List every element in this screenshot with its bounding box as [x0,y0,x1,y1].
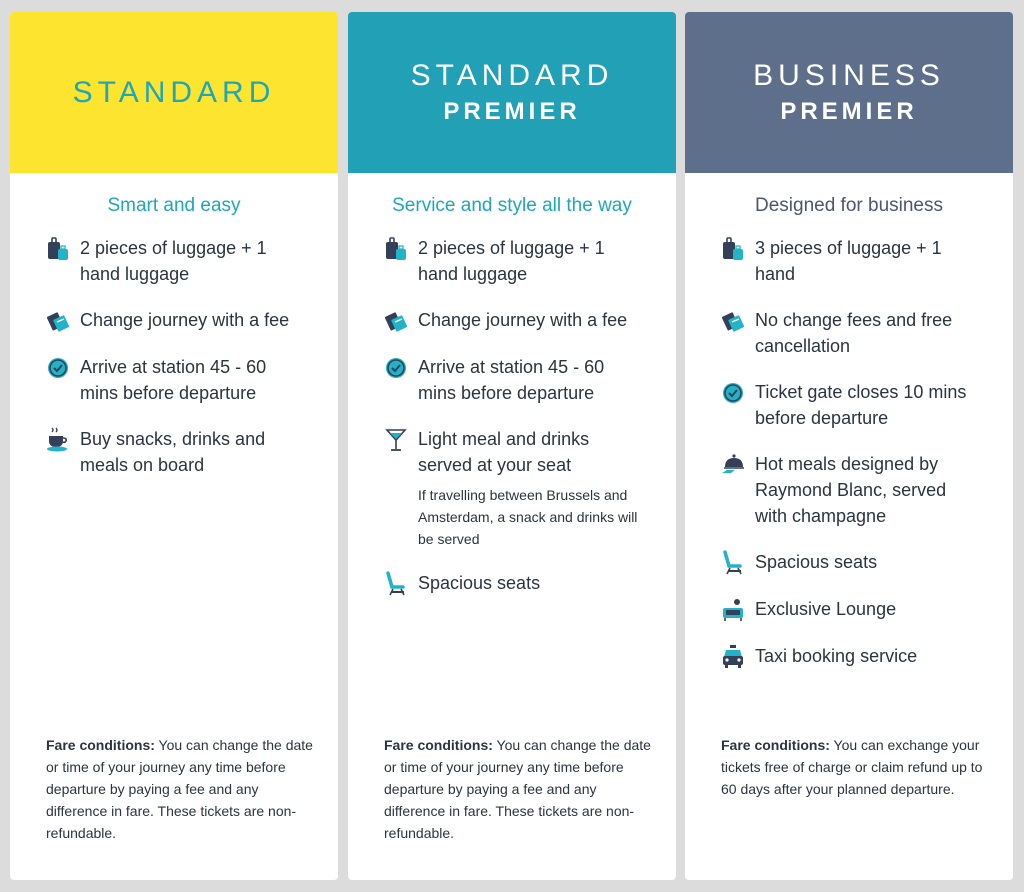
clock-icon [721,380,745,406]
card-title: STANDARD [72,76,276,109]
card-header [348,12,676,173]
feature-item [46,307,308,334]
feature-item [384,570,646,597]
feature-text: Change journey with a fee [418,310,628,330]
lounge-sofa-icon [721,597,745,623]
card-title: STANDARD [410,59,614,92]
taxi-icon [721,644,745,670]
feature-text: No change fees and free cancellation [755,310,953,356]
feature-text: 2 pieces of luggage + 1 hand luggage [418,238,605,284]
feature-item [384,354,646,406]
feature-text: Exclusive Lounge [755,599,897,619]
feature-text: Hot meals designed by Raymond Blanc, served with champagne [755,454,947,526]
fare-conditions-text: You can change the date or time of your journey any time before departure by paying a fee and any difference in fare. These tickets are non- refundable. [46,737,313,841]
feature-text: Buy snacks, drinks and meals on board [80,429,266,475]
feature-item [721,451,983,529]
fare-conditions [721,734,989,800]
feature-text: Spacious seats [418,573,541,593]
luggage-icon [721,236,745,262]
seat-icon [721,550,745,576]
fare-conditions-label: Fare conditions: [46,737,155,753]
feature-text: Arrive at station 45 - 60 mins before departure [418,357,605,403]
ticket-icon [384,308,408,334]
feature-text: Change journey with a fee [80,310,290,330]
feature-item [46,354,308,406]
feature-text: Ticket gate closes 10 mins before departure [755,382,967,428]
feature-item [384,235,646,287]
standard-card [10,12,338,880]
feature-item [384,426,646,550]
feature-item [46,426,308,478]
feature-list [10,235,338,478]
ticket-icon [721,308,745,334]
coffee-cup-icon [46,427,70,453]
feature-item [721,643,983,670]
card-header [685,12,1013,173]
seat-icon [384,571,408,597]
card-tagline: Smart and easy [107,195,241,216]
feature-text: 2 pieces of luggage + 1 hand luggage [80,238,267,284]
card-subtitle: PREMIER [780,98,918,125]
feature-item [721,596,983,623]
card-title: BUSINESS [753,59,945,92]
feature-item [721,307,983,359]
feature-item [721,549,983,576]
cloche-icon [721,452,745,478]
fare-conditions-label: Fare conditions: [721,737,830,753]
feature-text [418,426,646,550]
clock-icon [384,355,408,381]
luggage-icon [46,236,70,262]
fare-conditions-text: You can change the date or time of your journey any time before departure by paying a fee and any difference in fare. These tickets are non- refundable. [384,737,651,841]
feature-text: Taxi booking service [755,646,918,666]
fare-conditions-label: Fare conditions: [384,737,493,753]
ticket-icon [46,308,70,334]
feature-text: Spacious seats [755,552,878,572]
card-tagline: Designed for business [755,195,943,216]
fare-conditions [46,734,314,844]
fare-conditions-text: You can exchange your tickets free of charge or claim refund up to 60 days after your planned departure. [721,737,983,797]
fare-conditions [384,734,652,844]
feature-item [384,307,646,334]
feature-text: Arrive at station 45 - 60 mins before departure [80,357,267,403]
feature-main-text: Light meal and drinks served at your seat [418,429,590,475]
feature-list [348,235,676,597]
business-premier-card [685,12,1013,880]
feature-item [721,379,983,431]
clock-icon [46,355,70,381]
feature-item [46,235,308,287]
feature-list [685,235,1013,670]
feature-note: If travelling between Brussels and Amsterdam, a snack and drinks will be served [418,487,638,547]
card-header [10,12,338,173]
feature-item [721,235,983,287]
standard-premier-card [348,12,676,880]
feature-text: 3 pieces of luggage + 1 hand [755,238,942,284]
cocktail-glass-icon [384,427,408,453]
card-subtitle: PREMIER [443,98,581,125]
luggage-icon [384,236,408,262]
card-tagline: Service and style all the way [392,195,632,216]
